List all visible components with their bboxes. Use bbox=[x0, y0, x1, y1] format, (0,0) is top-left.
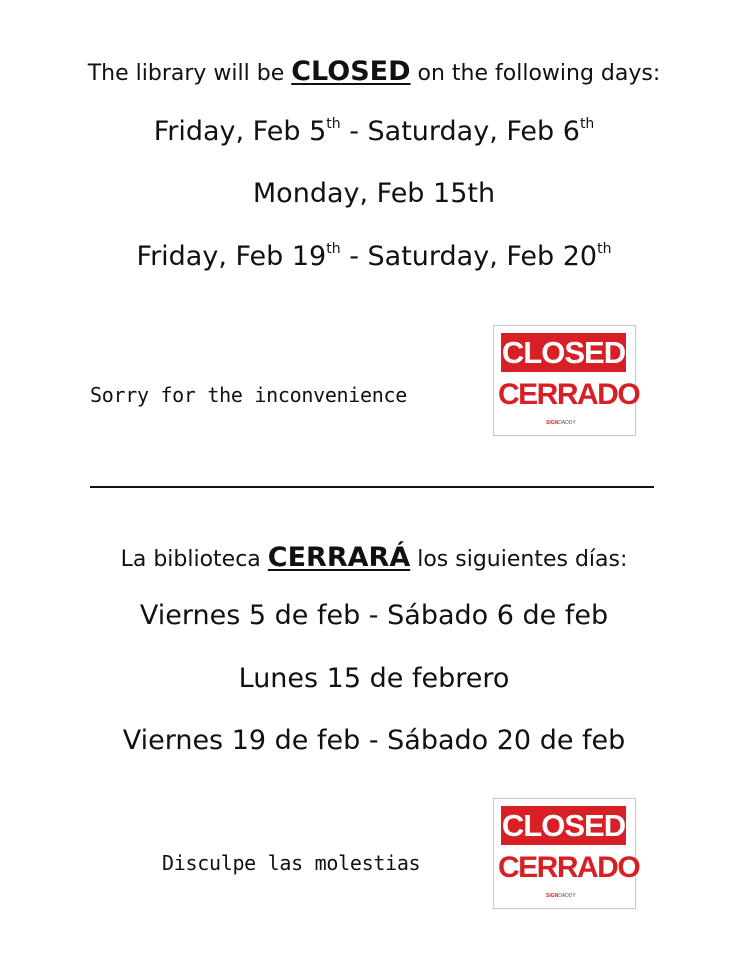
closed-sign-spanish bbox=[493, 798, 640, 909]
english-heading-after: on the following days: bbox=[410, 61, 661, 86]
english-date-line-3 bbox=[0, 243, 748, 270]
english-date-line-1 bbox=[0, 118, 748, 145]
english-date-1-end: - Saturday, Feb 6 bbox=[340, 116, 580, 147]
sign-brand-suffix: DADDY bbox=[558, 420, 576, 426]
sign-cerrado-label: CERRADO bbox=[498, 851, 640, 884]
spanish-date-line-1: Viernes 5 de feb - Sábado 6 de feb bbox=[139, 600, 609, 631]
spanish-heading-cerrara: CERRARÁ bbox=[267, 542, 411, 573]
sign-brand-prefix: SIGN bbox=[546, 893, 559, 899]
sign-brand-logo bbox=[546, 420, 576, 426]
english-date-1-start: Friday, Feb 5 bbox=[153, 116, 327, 147]
english-heading-before: The library will be bbox=[87, 61, 292, 86]
sign-brand-suffix: DADDY bbox=[558, 893, 576, 899]
sign-brand-logo bbox=[546, 893, 576, 899]
spanish-heading bbox=[0, 544, 748, 571]
sign-cerrado-label: CERRADO bbox=[498, 378, 640, 411]
sign-closed-label: CLOSED bbox=[501, 335, 626, 370]
closed-sign-english bbox=[493, 325, 640, 436]
section-divider bbox=[90, 486, 654, 488]
sign-closed-label: CLOSED bbox=[501, 808, 626, 843]
sign-brand-prefix: SIGN bbox=[546, 420, 559, 426]
english-heading-closed: CLOSED bbox=[291, 56, 411, 87]
english-date-3-end: - Saturday, Feb 20 bbox=[340, 241, 598, 272]
english-apology: Sorry for the inconvenience bbox=[90, 383, 408, 407]
spanish-heading-after: los siguientes días: bbox=[410, 547, 628, 572]
english-date-line-2: Monday, Feb 15th bbox=[252, 178, 496, 209]
spanish-date-line-2: Lunes 15 de febrero bbox=[238, 663, 510, 694]
spanish-heading-before: La biblioteca bbox=[120, 547, 268, 572]
english-date-3-start: Friday, Feb 19 bbox=[136, 241, 327, 272]
english-date-1-end-suffix: th bbox=[579, 116, 595, 132]
spanish-apology: Disculpe las molestias bbox=[162, 851, 421, 875]
english-date-3-end-suffix: th bbox=[597, 241, 612, 257]
english-date-3-start-suffix: th bbox=[326, 241, 341, 257]
spanish-date-line-3: Viernes 19 de feb - Sábado 20 de feb bbox=[122, 725, 626, 756]
english-date-1-start-suffix: th bbox=[326, 116, 341, 132]
english-heading bbox=[0, 58, 748, 85]
